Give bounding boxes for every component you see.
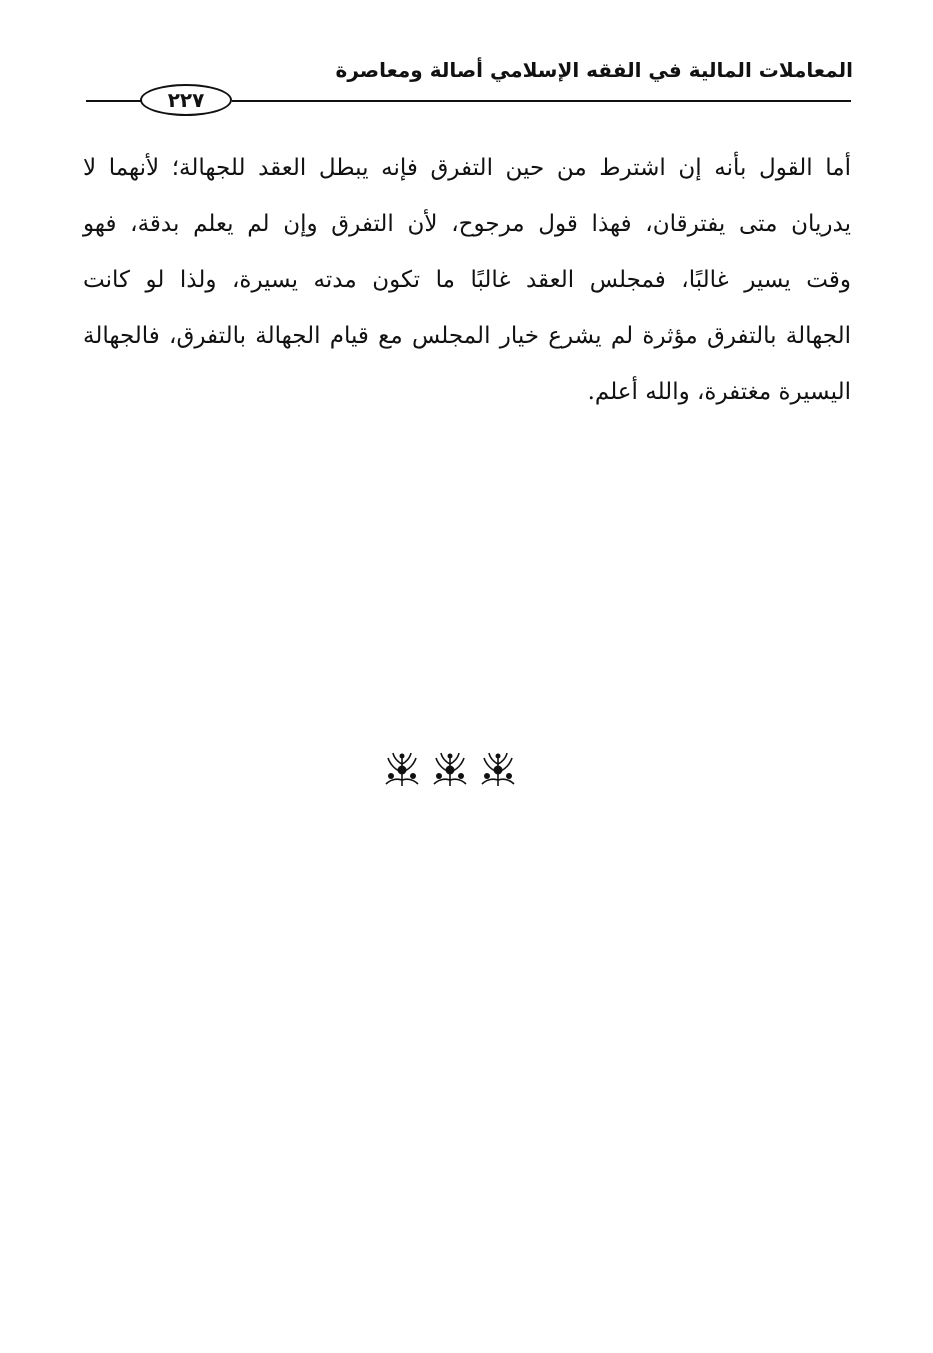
body-line: وقت يسير غالبًا، فمجلس العقد غالبًا ما تكون مدته يسيرة، ولذا لو كانت (83, 267, 851, 293)
running-head-title: المعاملات المالية في الفقه الإسلامي أصالة ومعاصرة (335, 58, 853, 82)
header-rule-left (86, 100, 142, 102)
floral-ornament-icon (478, 750, 518, 790)
header-rule-right (232, 100, 851, 102)
page-number: ٢٢٧ (140, 84, 232, 116)
body-line: يدريان متى يفترقان، فهذا قول مرجوح، لأن التفرق وإن لم يعلم بدقة، فهو (83, 211, 851, 237)
body-line: اليسيرة مغتفرة، والله أعلم. (587, 379, 851, 405)
body-paragraph (83, 140, 851, 420)
section-end-ornament (382, 748, 518, 792)
floral-ornament-icon (430, 750, 470, 790)
body-line: أما القول بأنه إن اشترط من حين التفرق فإنه يبطل العقد للجهالة؛ لأنهما لا (83, 155, 851, 181)
body-line: الجهالة بالتفرق مؤثرة لم يشرع خيار المجلس مع قيام الجهالة بالتفرق، فالجهالة (83, 323, 851, 349)
floral-ornament-icon (382, 750, 422, 790)
